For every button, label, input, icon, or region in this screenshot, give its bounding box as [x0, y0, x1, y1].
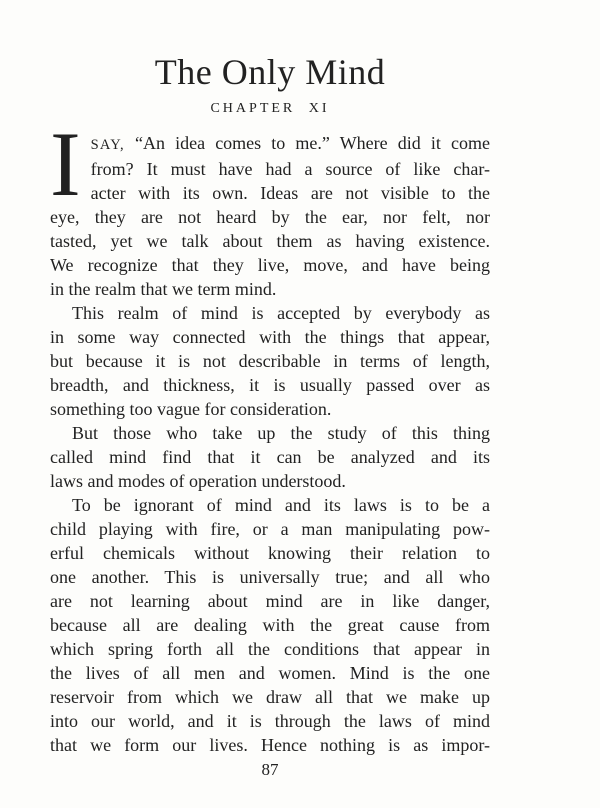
text-line: This realm of mind is accepted by everybody as — [72, 303, 490, 323]
text-line: child playing with fire, or a man manipulating pow- — [50, 519, 490, 539]
text-line: called mind find that it can be analyzed and its — [50, 447, 490, 467]
page-content — [50, 0, 490, 757]
text-line: the lives of all men and women. Mind is the one — [50, 663, 490, 683]
text-line: in some way connected with the things that appear, — [50, 327, 490, 347]
text-line: one another. This is universally true; and all who — [50, 567, 490, 587]
text-line: into our world, and it is through the laws of mind — [50, 711, 490, 731]
paragraph — [50, 301, 490, 421]
paragraph — [50, 421, 490, 493]
chapter-heading: CHAPTER XI — [210, 101, 330, 116]
text-line: are not learning about mind are in like danger, — [50, 591, 490, 611]
text-line: acter with its own. Ideas are not visible to the — [90, 183, 490, 203]
page-title: The Only Mind — [154, 52, 386, 92]
text-line: reservoir from which we draw all that we make up — [50, 687, 490, 707]
text-line: To be ignorant of mind and its laws is to be a — [72, 495, 490, 515]
text-line: that we form our lives. Hence nothing is as impor- — [50, 735, 490, 755]
text-line: but because it is not describable in terms of length, — [50, 351, 490, 371]
text-line: erful chemicals without knowing their relation to — [50, 543, 490, 563]
text-line: something too vague for consideration. — [50, 399, 332, 419]
text-line: in the realm that we term mind. — [50, 279, 277, 299]
text-line: eye, they are not heard by the ear, nor felt, nor — [50, 207, 490, 227]
text-line: SAY, “An idea comes to me.” Where did it come — [90, 133, 490, 153]
text-line: But those who take up the study of this thing — [72, 423, 490, 443]
paragraph — [50, 493, 490, 757]
paragraph — [50, 113, 490, 301]
text-line: laws and modes of operation understood. — [50, 471, 346, 491]
text-line: We recognize that they live, move, and have being — [50, 255, 490, 275]
page-number: 87 — [261, 760, 279, 779]
drop-cap: I — [50, 113, 81, 215]
lead-word: SAY, — [90, 137, 125, 153]
text-line: breadth, and thickness, it is usually passed over as — [50, 375, 490, 395]
text-line: tasted, yet we talk about them as having existence. — [50, 231, 490, 251]
text-line: which spring forth all the conditions that appear in — [50, 639, 490, 659]
body-text — [50, 113, 490, 757]
text-line: from? It must have had a source of like char- — [90, 159, 490, 179]
text-line: because all are dealing with the great cause from — [50, 615, 490, 635]
